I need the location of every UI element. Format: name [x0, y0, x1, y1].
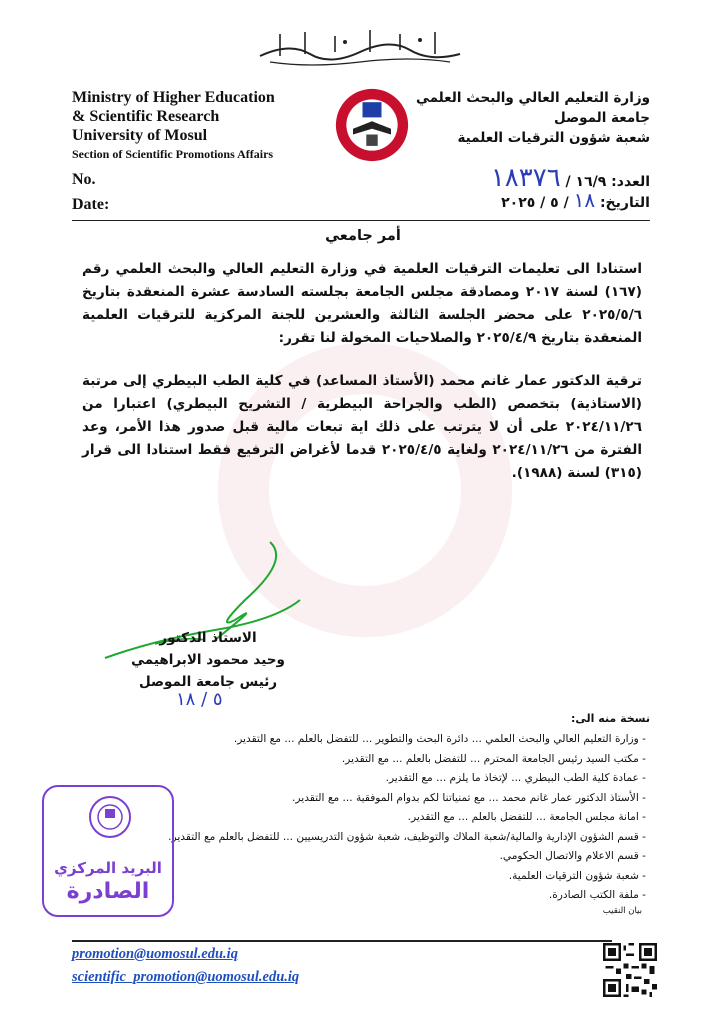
stamp-line-2: الصادرة [66, 879, 150, 904]
signatory-title: الاستاذ الدكتور [159, 630, 257, 646]
date-label-en: Date: [72, 196, 110, 213]
english-letterhead [72, 88, 275, 214]
copy-recipient: - قسم الشؤون الإدارية والمالية/شعبة الملاك والتوظيف، شعبة شؤون التدريسيين ... للتفضل بالعلم مع التقدير. [168, 828, 646, 848]
ministry-name-en: Ministry of Higher Education [72, 89, 275, 106]
university-name-ar: جامعة الموصل [554, 110, 650, 126]
email-link-promotion[interactable]: promotion@uomosul.edu.iq [72, 946, 238, 962]
basmala-calligraphy [250, 22, 470, 70]
document-date [501, 188, 650, 212]
document-title: أمر جامعي [325, 228, 401, 244]
email-link-scientific-promotion[interactable]: scientific_promotion@uomosul.edu.iq [72, 969, 300, 985]
body-paragraph-2: ترقية الدكتور عمار غانم محمد (الأستاذ المساعد) في كلية الطب البيطري إلى مرتبة (الاستاذية) بتخصص (الطب والجراحة البيطرية / التشريح البيطري) اعتبارا من ٢٠٢٤/١١/٢٦ على أن لا يترتب على ذلك اية تبعات مالية قبل صدور هذا الأمر، وعد الفترة من ٢٠٢٤/١١/٢٦ ولغاية ٢٠٢٥/٤/٥ قدما لأغراض الترفيع فقط استنادا الى قرار (٣١٥) لسنة (١٩٨٨). [82, 373, 643, 481]
copy-recipient: - شعبة شؤون الترقيات العلمية. [168, 867, 646, 887]
copy-recipient: - ملفة الكتب الصادرة. [168, 886, 646, 906]
reference-prefix: ١٦/٩ / [565, 174, 607, 190]
university-name-en: University of Mosul [72, 127, 208, 144]
section-name-ar: شعبة شؤون الترقيات العلمية [457, 130, 650, 146]
qr-code[interactable] [603, 943, 657, 997]
reference-handwritten: ١٨٣٧٦ [490, 163, 561, 193]
footer-divider [72, 940, 612, 942]
copies-title: نسخة منه الى: [571, 712, 650, 725]
section-name-en: Section of Scientific Promotions Affairs [72, 147, 274, 161]
reference-label: العدد: [611, 174, 650, 190]
signatory-block [126, 627, 290, 693]
copies-list [168, 730, 646, 906]
date-label: التاريخ: [599, 195, 650, 211]
university-logo [334, 87, 410, 163]
body-paragraph-1: استنادا الى تعليمات الترقيات العلمية في وزارة التعليم العالي والبحث العلمي رقم (١٦٧) لسنة ٢٠١٧ ومصادقة مجلس الجامعة بجلسته السادسة عشرة المنعقدة بتاريخ ٢٠٢٥/٥/٦ على محضر الجلسة الثالثة والعشرين للجنة المركزية للترقيات العلمية المنعقدة بتاريخ ٢٠٢٥/٤/٩ والصلاحيات المخولة لنا تقرر: [82, 261, 642, 346]
arabic-letterhead [416, 88, 650, 148]
copy-recipient: - الأستاذ الدكتور عمار غانم محمد ... مع تمنياتنا لكم بدوام الموفقية ... مع التقدير. [168, 789, 646, 809]
copy-recipient: - عمادة كلية الطب البيطري ... لإتخاذ ما يلزم ... مع التقدير. [168, 769, 646, 789]
copy-recipient: - مكتب السيد رئيس الجامعة المحترم ... للتفضل بالعلم ... مع التقدير. [168, 750, 646, 770]
header-divider [72, 220, 650, 221]
copy-recipient: - قسم الاعلام والاتصال الحكومي. [168, 847, 646, 867]
signatory-position: رئيس جامعة الموصل [138, 674, 278, 690]
copy-recipient: - وزارة التعليم العالي والبحث العلمي ... دائرة البحث والتطوير ... للتفضل بالعلم ... مع التقدير. [168, 730, 646, 750]
signature-date-handwritten: ٥ / ١٨ [176, 689, 223, 710]
stamp-line-1: البريد المركزي [54, 859, 162, 877]
copy-recipient: - امانة مجلس الجامعة ... للتفضل بالعلم ... مع التقدير. [168, 808, 646, 828]
signatory-name: وحيد محمود الابراهيمي [131, 652, 285, 668]
stamp-emblem-icon [88, 795, 132, 839]
ministry-name-en-2: & Scientific Research [72, 108, 220, 125]
central-mail-stamp [42, 785, 174, 917]
number-label-en: No. [72, 171, 96, 188]
date-rest: / ٥ / ٢٠٢٥ [501, 195, 569, 211]
typist-initials: بيان النقيب [602, 906, 642, 916]
date-day-handwritten: ١٨ [573, 188, 596, 212]
ministry-name-ar: وزارة التعليم العالي والبحث العلمي [415, 90, 650, 106]
